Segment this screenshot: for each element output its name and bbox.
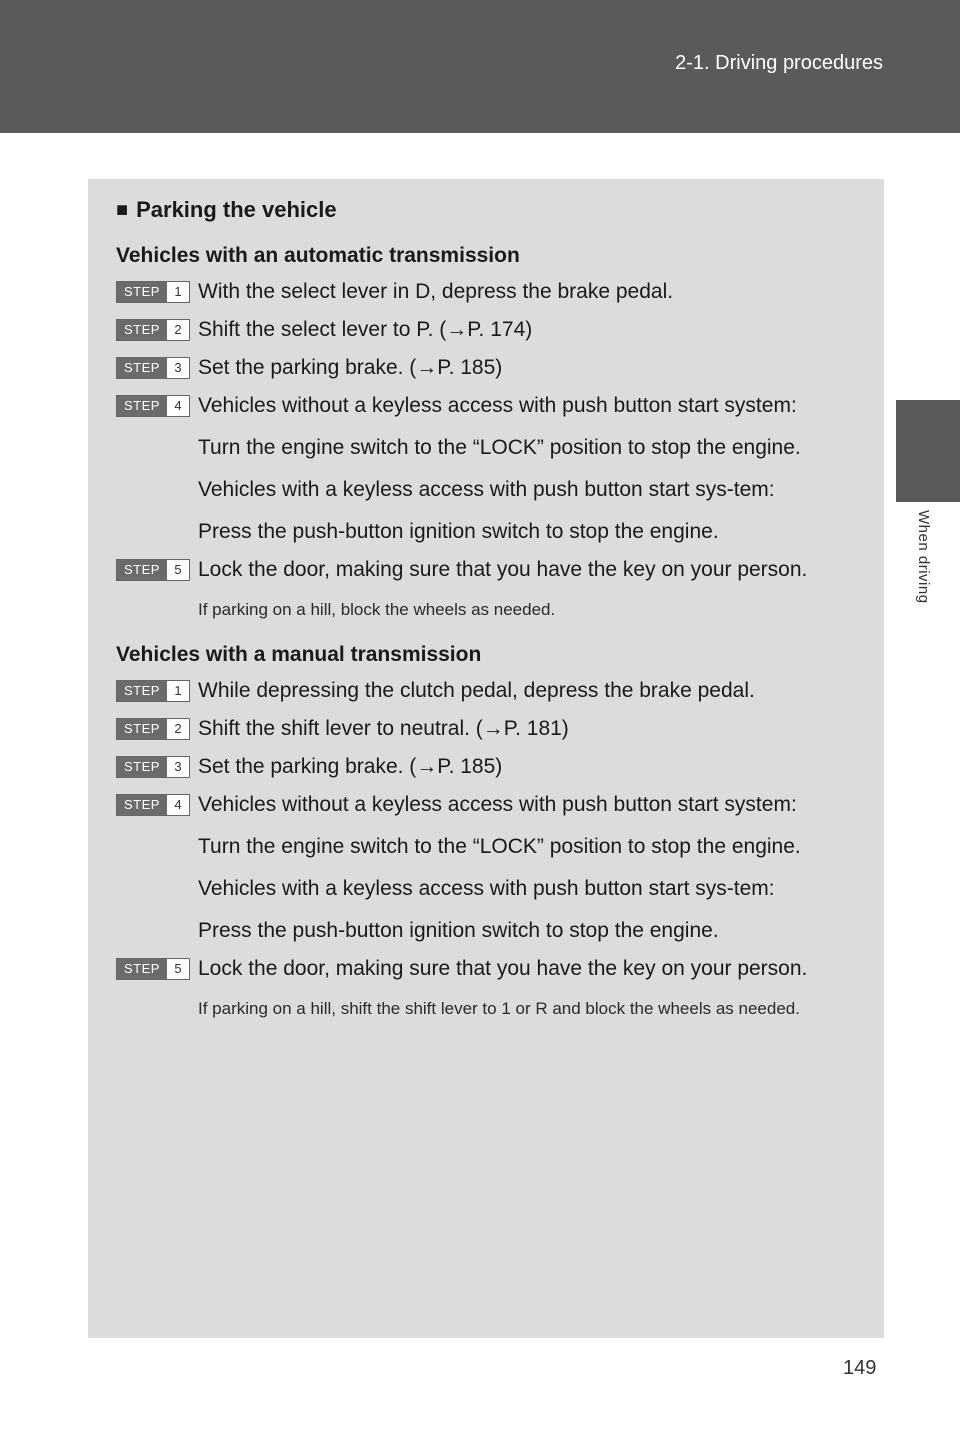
step-paragraph: While depressing the clutch pedal, depress the brake pedal. — [198, 679, 755, 702]
step-paragraph: Lock the door, making sure that you have the key on your person. — [198, 957, 808, 980]
step-paragraph: Shift the select lever to P. (→P. 174) — [198, 318, 533, 341]
manual-note: If parking on a hill, shift the shift lever to 1 or R and block the wheels as needed. — [198, 999, 800, 1018]
step-text — [198, 952, 850, 986]
step-badge — [116, 958, 190, 980]
chapter-label: When driving — [915, 510, 932, 604]
step-badge-label: STEP — [117, 320, 167, 340]
page-number: 149 — [843, 1357, 877, 1379]
page-header — [0, 0, 960, 133]
step-badge-number: 5 — [167, 959, 189, 979]
automatic-note: If parking on a hill, block the wheels as needed. — [198, 600, 556, 619]
square-bullet-icon: ■ — [116, 199, 129, 221]
manual-heading: Vehicles with a manual transmission — [116, 643, 482, 666]
step-badge-label: STEP — [117, 681, 167, 701]
step-badge-number: 3 — [167, 358, 189, 378]
step-paragraph: Vehicles with a keyless access with push button start sys-tem: — [198, 478, 775, 501]
step-badge — [116, 395, 190, 417]
chapter-tab — [896, 400, 960, 502]
step-paragraph: Vehicles without a keyless access with push button start system: — [198, 394, 797, 417]
step-badge — [116, 718, 190, 740]
step-paragraph: Vehicles without a keyless access with push button start system: — [198, 793, 797, 816]
automatic-heading: Vehicles with an automatic transmission — [116, 244, 520, 267]
step-paragraph: Set the parking brake. (→P. 185) — [198, 755, 503, 778]
step-badge-number: 1 — [167, 282, 189, 302]
section-title-text: Parking the vehicle — [136, 197, 337, 222]
step-badge-label: STEP — [117, 757, 167, 777]
step-badge — [116, 756, 190, 778]
step-badge — [116, 281, 190, 303]
step-badge-number: 4 — [167, 795, 189, 815]
step-item — [116, 275, 850, 309]
manual-steps — [116, 674, 850, 986]
automatic-steps — [116, 275, 850, 587]
step-badge-number: 2 — [167, 320, 189, 340]
step-text — [198, 674, 850, 708]
step-item — [116, 313, 850, 347]
step-paragraph: Lock the door, making sure that you have the key on your person. — [198, 558, 808, 581]
step-badge — [116, 559, 190, 581]
step-badge-number: 5 — [167, 560, 189, 580]
step-badge — [116, 357, 190, 379]
step-badge-number: 1 — [167, 681, 189, 701]
step-badge-number: 4 — [167, 396, 189, 416]
step-paragraph: With the select lever in D, depress the brake pedal. — [198, 280, 674, 303]
step-item — [116, 712, 850, 746]
step-paragraph: Set the parking brake. (→P. 185) — [198, 356, 503, 379]
step-badge — [116, 680, 190, 702]
step-paragraph: Press the push-button ignition switch to stop the engine. — [198, 919, 719, 942]
step-item — [116, 952, 850, 986]
section-title — [116, 193, 850, 227]
step-paragraph: Turn the engine switch to the “LOCK” position to stop the engine. — [198, 436, 801, 459]
header-title: 2-1. Driving procedures — [675, 52, 883, 74]
step-text — [198, 788, 850, 948]
step-badge-label: STEP — [117, 358, 167, 378]
step-text — [198, 275, 850, 309]
step-text — [198, 389, 850, 549]
step-badge-number: 2 — [167, 719, 189, 739]
step-text — [198, 313, 850, 347]
step-paragraph: Press the push-button ignition switch to stop the engine. — [198, 520, 719, 543]
step-badge-label: STEP — [117, 795, 167, 815]
step-item — [116, 674, 850, 708]
step-badge — [116, 794, 190, 816]
step-text — [198, 712, 850, 746]
step-badge-label: STEP — [117, 719, 167, 739]
step-item — [116, 788, 850, 948]
step-text — [198, 750, 850, 784]
step-badge-label: STEP — [117, 282, 167, 302]
chapter-number: 2 — [28, 440, 36, 456]
step-badge-label: STEP — [117, 959, 167, 979]
step-text — [198, 351, 850, 385]
step-item — [116, 553, 850, 587]
step-badge-label: STEP — [117, 560, 167, 580]
step-badge-number: 3 — [167, 757, 189, 777]
content — [116, 193, 850, 1029]
step-item — [116, 389, 850, 549]
step-paragraph: Turn the engine switch to the “LOCK” position to stop the engine. — [198, 835, 801, 858]
step-text — [198, 553, 850, 587]
step-item — [116, 750, 850, 784]
step-badge — [116, 319, 190, 341]
step-paragraph: Shift the shift lever to neutral. (→P. 181) — [198, 717, 569, 740]
step-paragraph: Vehicles with a keyless access with push button start sys-tem: — [198, 877, 775, 900]
step-badge-label: STEP — [117, 396, 167, 416]
step-item — [116, 351, 850, 385]
